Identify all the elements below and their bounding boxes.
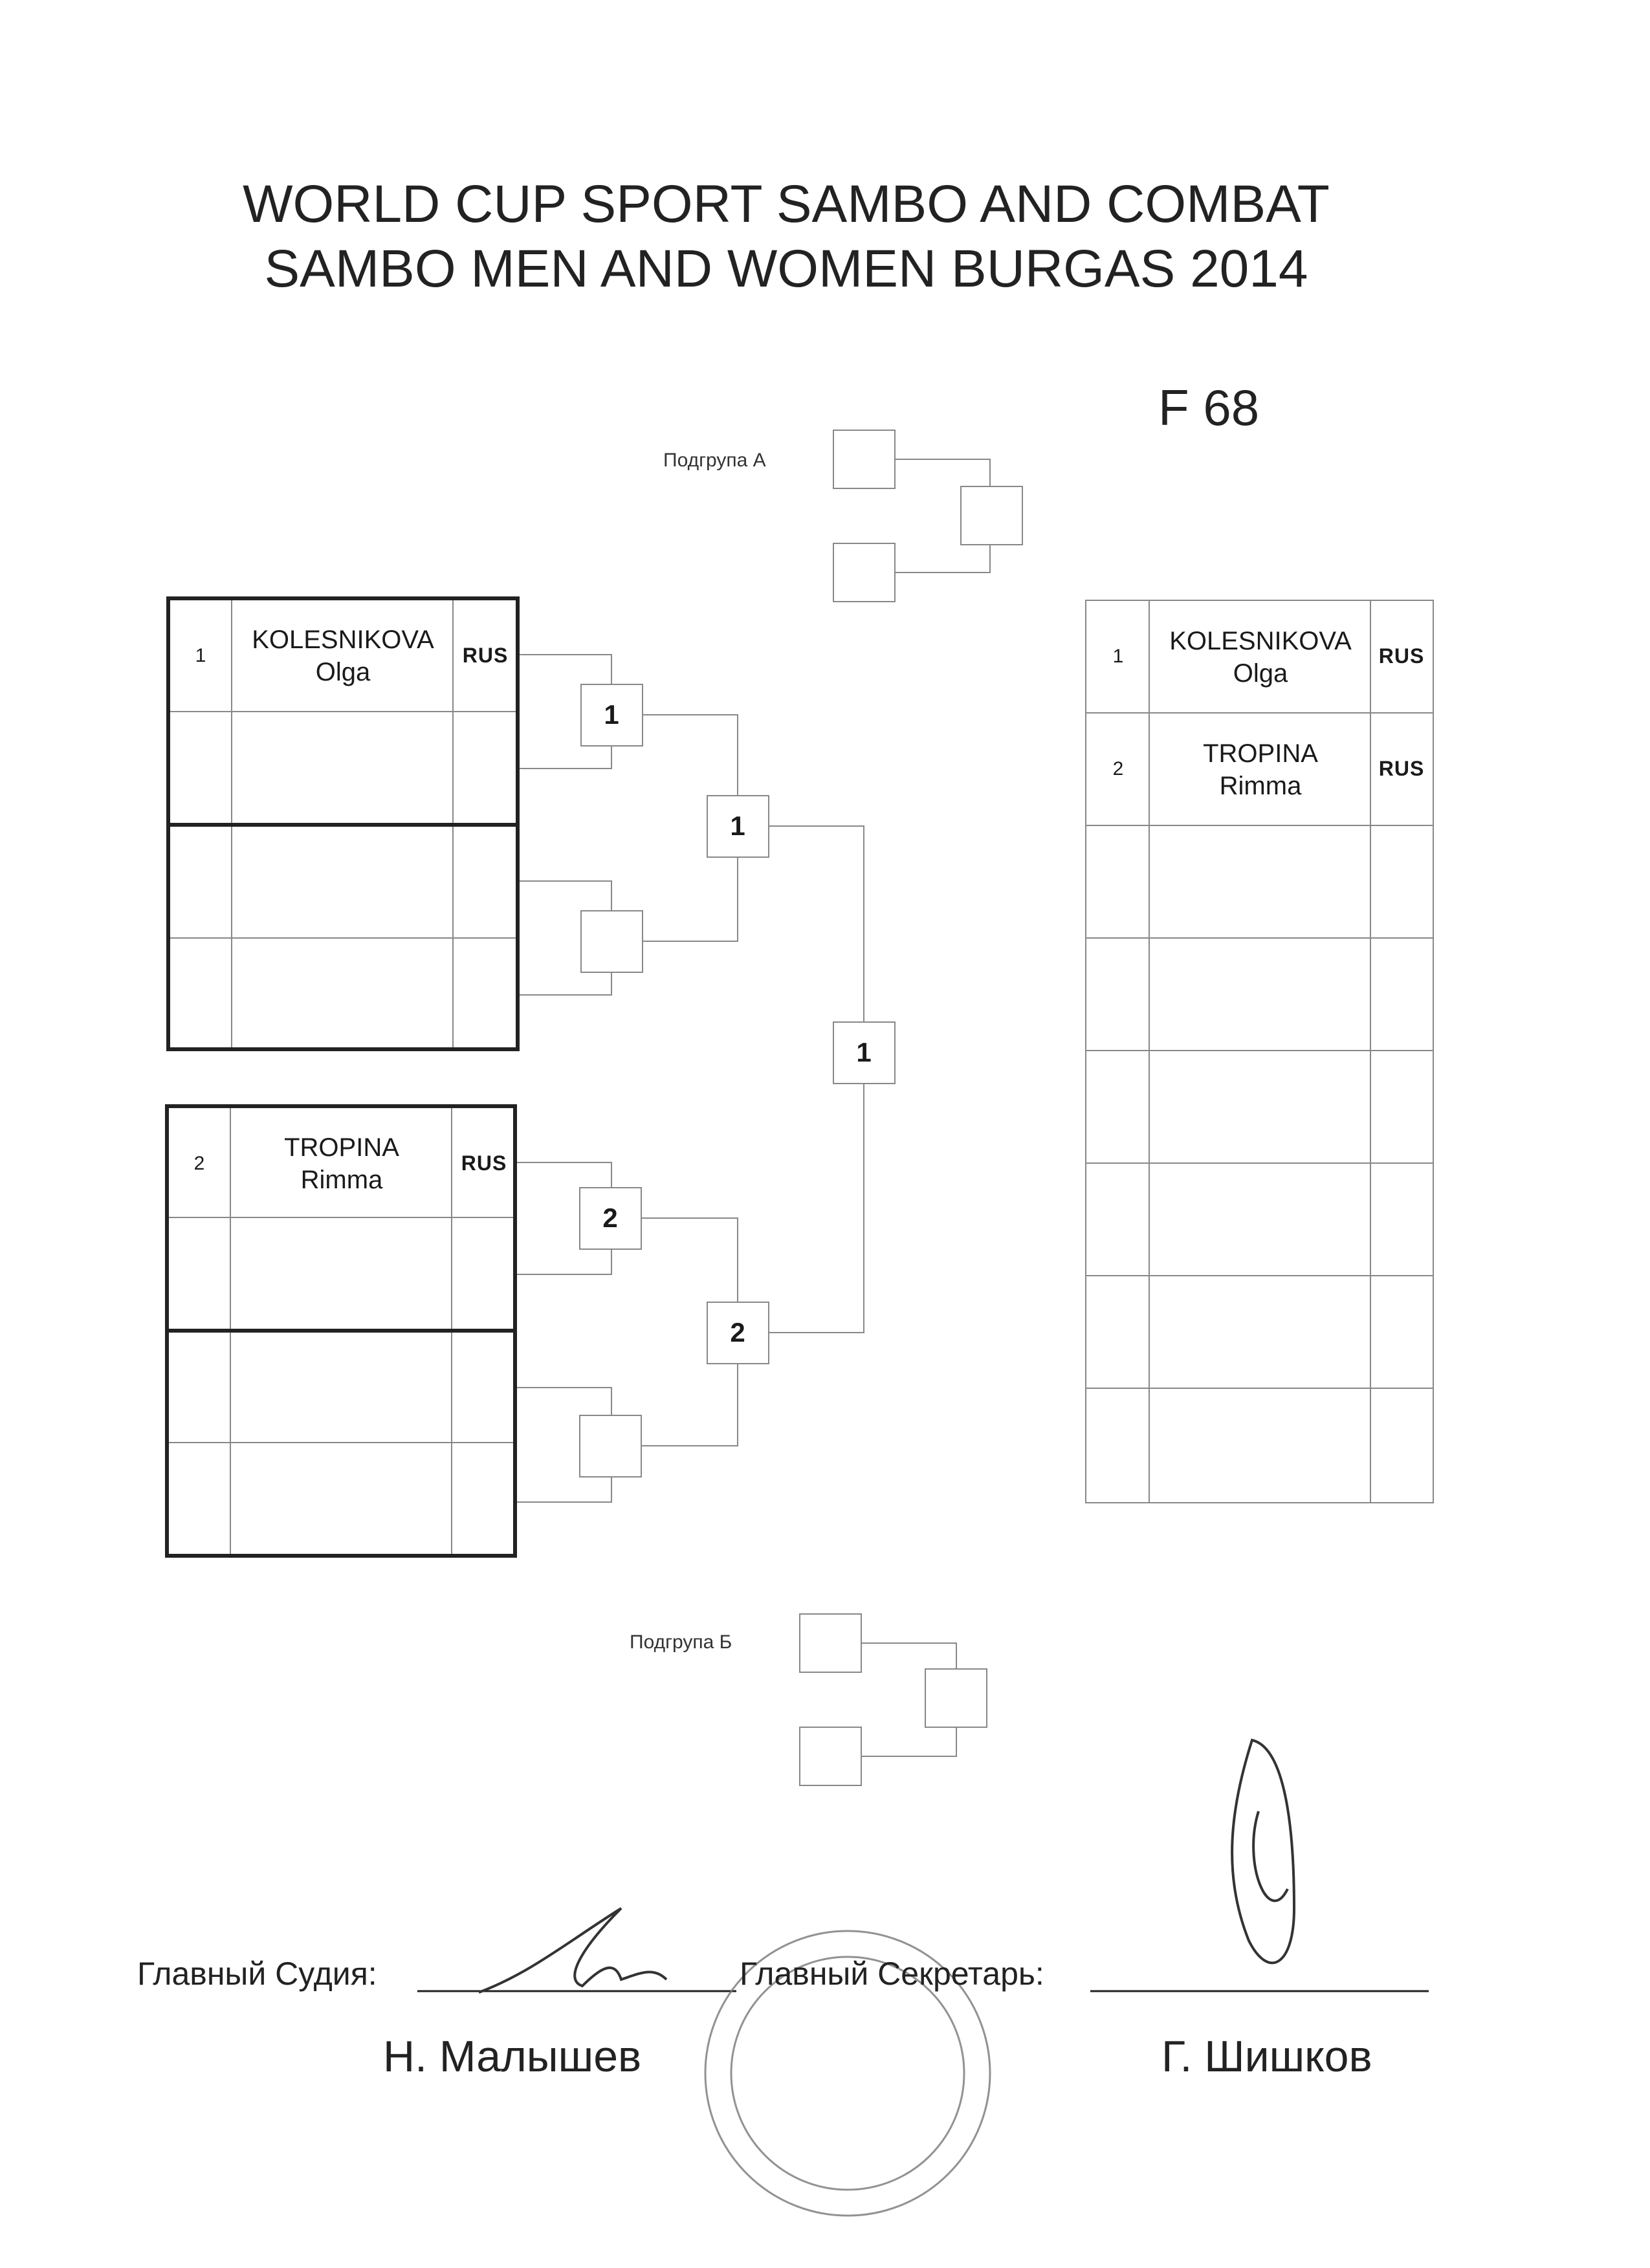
- round1-winner: 1: [604, 699, 619, 730]
- result-firstname: Rimma: [1219, 772, 1302, 800]
- result-lastname: TROPINA: [1203, 739, 1318, 768]
- chief-secretary-label: Главный Секретарь:: [740, 1956, 1044, 1992]
- pool-row-number: 1: [195, 645, 206, 666]
- round2-winner: 1: [730, 811, 745, 841]
- pool-row-country: RUS: [461, 1151, 507, 1175]
- pool-row-lastname: KOLESNIKOVA: [252, 626, 434, 654]
- result-place: 1: [1112, 646, 1124, 667]
- judge-signature: [479, 1908, 666, 1992]
- result-country: RUS: [1378, 644, 1425, 668]
- chief-judge-name: Н. Малышев: [383, 2032, 642, 2081]
- secretary-signature: [1232, 1740, 1294, 1963]
- pool-row-lastname: TROPINA: [284, 1133, 399, 1162]
- round2-winner: 2: [730, 1317, 745, 1347]
- round1-winner: 2: [602, 1203, 618, 1233]
- document-title-line2: SAMBO MEN AND WOMEN BURGAS 2014: [264, 239, 1308, 298]
- subgroup-b-label: Подгрупа Б: [630, 1631, 732, 1653]
- pool-row-number: 2: [193, 1153, 205, 1174]
- subgroup-a-label: Подгрупа А: [663, 450, 766, 471]
- pool-row-country: RUS: [462, 644, 509, 667]
- result-firstname: Olga: [1233, 659, 1288, 688]
- final-winner: 1: [856, 1037, 872, 1067]
- document-title-line1: WORLD CUP SPORT SAMBO AND COMBAT: [243, 175, 1330, 234]
- result-place: 2: [1112, 758, 1124, 780]
- chief-judge-label: Главный Судия:: [137, 1956, 377, 1992]
- pool-row-firstname: Olga: [315, 658, 371, 686]
- chief-secretary-name: Г. Шишков: [1161, 2032, 1372, 2081]
- result-country: RUS: [1378, 757, 1425, 780]
- weight-category: F 68: [1158, 379, 1260, 436]
- pool-row-firstname: Rimma: [300, 1166, 383, 1194]
- result-lastname: KOLESNIKOVA: [1169, 627, 1352, 655]
